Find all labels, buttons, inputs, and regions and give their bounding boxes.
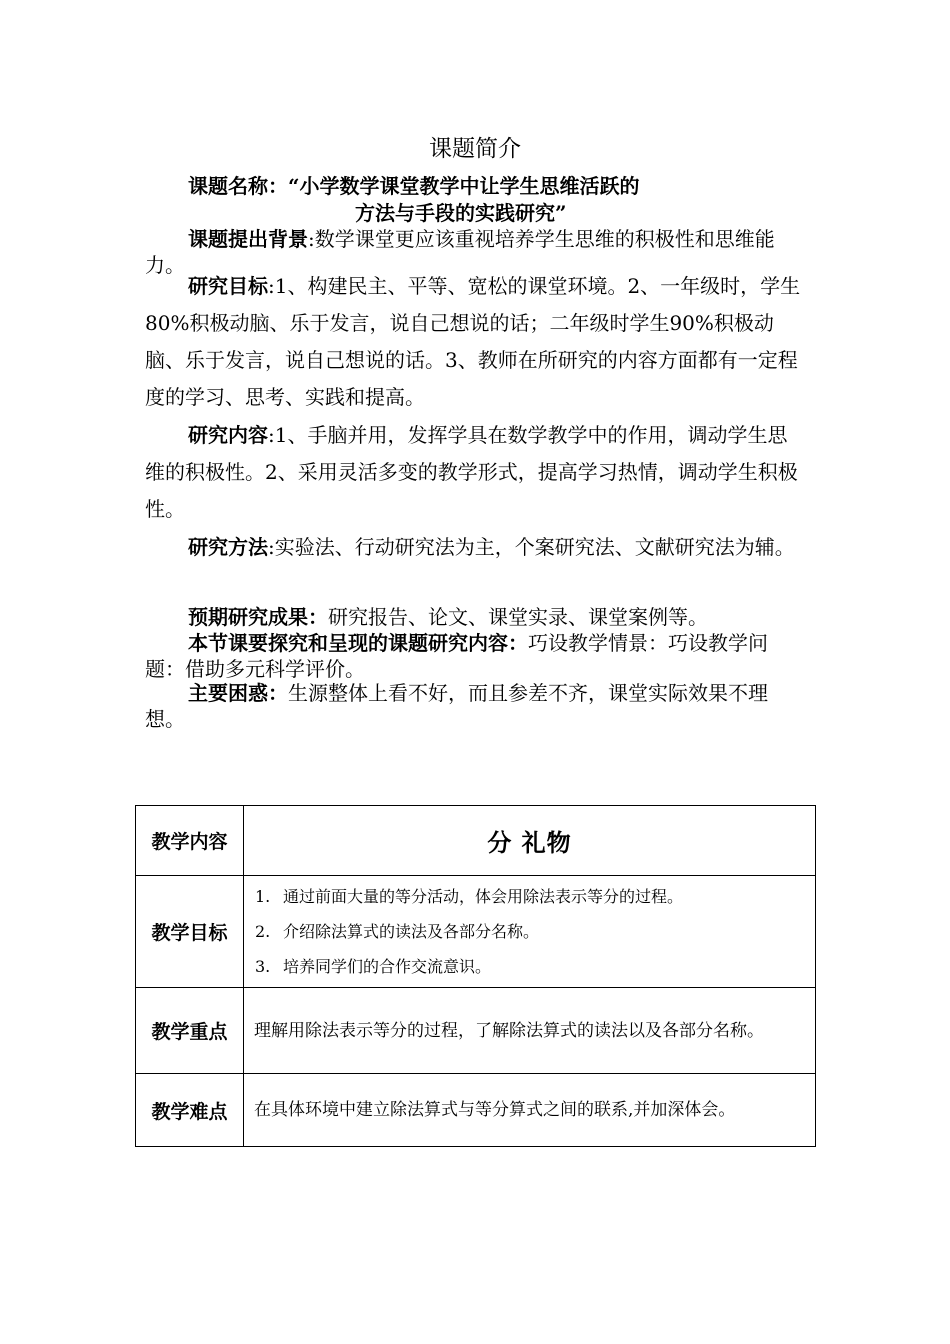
lesson-title: 分 礼物 <box>244 806 816 876</box>
list-item <box>255 914 814 949</box>
outcome-text: 研究报告、论文、课堂实录、课堂案例等。 <box>328 605 708 629</box>
topic-line-2: 方法与手段的实践研究” <box>355 201 567 225</box>
content-paragraph <box>145 417 807 528</box>
background-label: 课题提出背景 <box>188 227 308 251</box>
goal-label: 研究目标 <box>188 274 268 298</box>
table-row <box>136 806 816 876</box>
topic-label: 课题名称： <box>188 174 288 198</box>
page-title: 课题简介 <box>429 136 521 162</box>
topic-line-1: “小学数学课堂教学中让学生思维活跃的 <box>288 174 640 198</box>
goal-number: 2. <box>255 922 271 941</box>
outcome-paragraph <box>145 604 807 630</box>
lesson-focus-paragraph <box>145 630 807 682</box>
goal-text: 通过前面大量的等分活动，体会用除法表示等分的过程。 <box>283 887 684 906</box>
confusion-paragraph <box>145 680 807 732</box>
topic-name <box>188 173 640 227</box>
lesson-focus-label: 本节课要探究和呈现的课题研究内容： <box>188 631 528 655</box>
lesson-focus-text: 巧设教学情景：巧设教学问题：借助多元科学评价。 <box>145 631 768 681</box>
goals-cell <box>244 876 816 988</box>
difficulty-cell <box>244 1074 816 1147</box>
content-text: :1、手脑并用，发挥学具在数学教学中的作用，调动学生思维的积极性。2、采用灵活多变的教学形式，提高学习热情，调动学生积极性。 <box>145 423 798 521</box>
method-text: :实验法、行动研究法为主，个案研究法、文献研究法为辅。 <box>268 535 795 559</box>
key-cell <box>244 988 816 1074</box>
outcome-label: 预期研究成果： <box>188 605 328 629</box>
list-item <box>255 879 814 914</box>
goal-text: 介绍除法算式的读法及各部分名称。 <box>283 922 540 941</box>
lesson-plan-table <box>135 805 816 1147</box>
background-text: :数学课堂更应该重视培养学生思维的积极性和思维能力。 <box>145 227 775 277</box>
confusion-text: 生源整体上看不好，而且参差不齐，课堂实际效果不理想。 <box>145 681 768 731</box>
goals-list <box>245 879 814 984</box>
list-item <box>255 949 814 984</box>
key-text: 理解用除法表示等分的过程，了解除法算式的读法以及各部分名称。 <box>254 1020 764 1041</box>
difficulty-head: 教学难点 <box>136 1074 244 1147</box>
content-head: 教学内容 <box>136 806 244 876</box>
method-label: 研究方法 <box>188 535 268 559</box>
goal-text: :1、构建民主、平等、宽松的课堂环境。2、一年级时，学生80%积极动脑、乐于发言，说自己想说的话；二年级时学生90%积极动脑、乐于发言，说自己想说的话。3、教师在所研究的内容方面都有一定程度的学习、思考、实践和提高。 <box>145 274 801 409</box>
goal-number: 1. <box>255 887 271 906</box>
goals-head: 教学目标 <box>136 876 244 988</box>
goal-text: 培养同学们的合作交流意识。 <box>283 957 492 976</box>
key-head: 教学重点 <box>136 988 244 1074</box>
table-row <box>136 876 816 988</box>
difficulty-text: 在具体环境中建立除法算式与等分算式之间的联系,并加深体会。 <box>254 1100 736 1120</box>
goal-paragraph <box>145 268 807 416</box>
method-paragraph <box>145 529 807 566</box>
goal-number: 3. <box>255 957 271 976</box>
confusion-label: 主要困惑： <box>188 681 288 705</box>
table-row <box>136 1074 816 1147</box>
table-row <box>136 988 816 1074</box>
content-label: 研究内容 <box>188 423 268 447</box>
